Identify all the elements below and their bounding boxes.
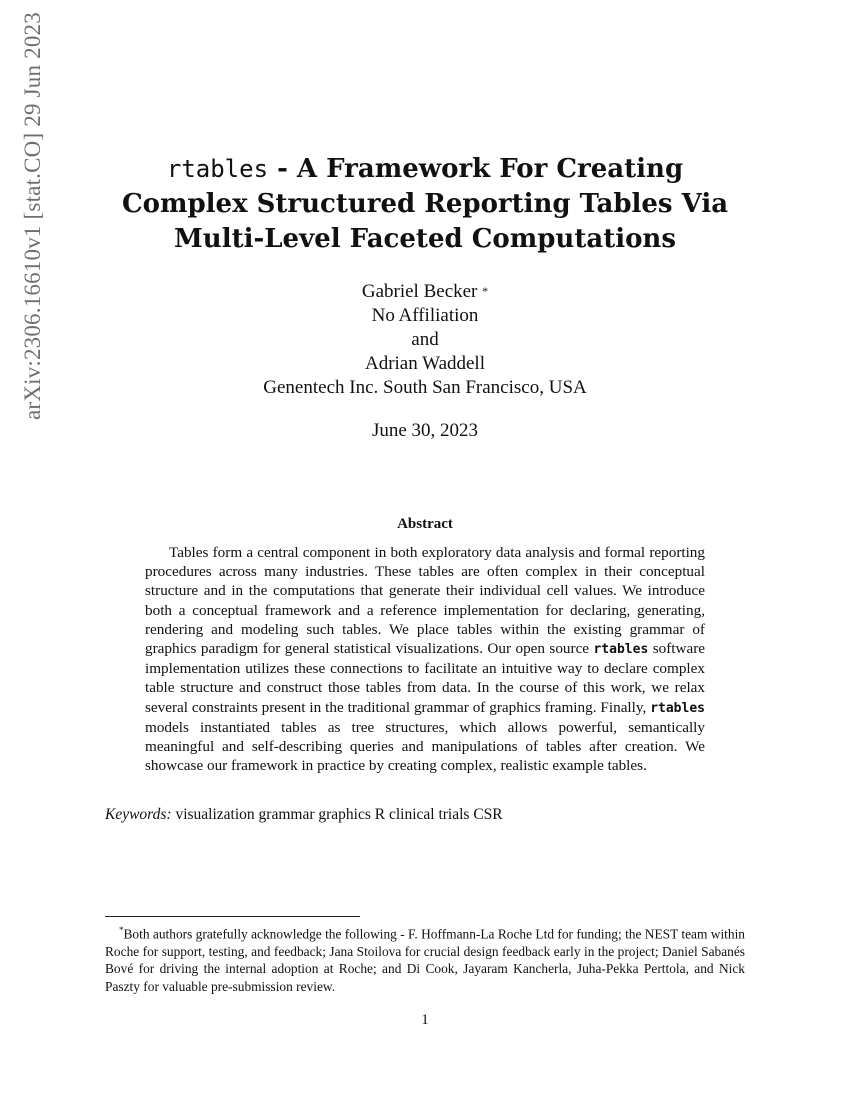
arxiv-stamp[interactable]: arXiv:2306.16610v1 [stat.CO] 29 Jun 2023 bbox=[20, 12, 45, 420]
title-line-1-rest: - A Framework For Creating bbox=[268, 154, 684, 184]
footnote-rule bbox=[105, 916, 360, 917]
page-number: 1 bbox=[421, 1012, 429, 1028]
keywords-text: visualization grammar graphics R clinical trials CSR bbox=[171, 806, 503, 823]
author-conjunction: and bbox=[411, 329, 439, 350]
abstract-text-2: software implementation utilizes these connections to facilitate an intuitive way to declare complex table structure and construct those tables from data. In the course of this work, we relax several constraints present in the traditional grammar of graphics framing. Finally, bbox=[145, 640, 705, 716]
keywords bbox=[105, 806, 745, 824]
footnote-mark: * bbox=[119, 925, 124, 935]
author-1-affiliation: No Affiliation bbox=[371, 305, 479, 326]
author-block bbox=[0, 280, 850, 400]
footnote bbox=[105, 922, 745, 995]
keywords-label: Keywords: bbox=[105, 806, 172, 823]
abstract-heading: Abstract bbox=[397, 516, 453, 532]
abstract-text-1: Tables form a central component in both exploratory data analysis and formal reporting procedures across many industries. These tables are often complex in their conceptual structure and in the computations that generate their individual cell values. We introduce both a conceptual framework and a reference implementation for declaring, generating, rendering and modeling such tables. We place tables within the existing grammar of graphics paradigm for general statistical visualizations. Our open source bbox=[145, 544, 705, 658]
abstract-code-1: rtables bbox=[593, 642, 649, 658]
author-2-name: Adrian Waddell bbox=[364, 353, 485, 374]
author-1-footnote-mark[interactable]: * bbox=[482, 284, 489, 298]
title-line-1 bbox=[95, 152, 755, 187]
title-line-2: Complex Structured Reporting Tables Via bbox=[121, 189, 729, 219]
abstract-text-3: models instantiated tables as tree structures, which allows powerful, semantically meaningful and self-describing queries and manipulations of tables after creation. We showcase our framework in practice by creating complex, realistic example tables. bbox=[145, 718, 705, 775]
author-1-name: Gabriel Becker bbox=[361, 281, 478, 302]
author-1-line bbox=[0, 280, 850, 304]
footnote-text: Both authors gratefully acknowledge the following - F. Hoffmann-La Roche Ltd for funding; the NEST team within Roche for support, testing, and feedback; Jana Stoilova for crucial design feedback early in the project; Daniel Sabanés Bové for driving the internal adoption at Roche; and Di Cook, Jayaram Kancherla, Juha-Pekka Perttola, and Nick Paszty for valuable pre-submission review. bbox=[105, 926, 745, 994]
abstract-code-2: rtables bbox=[650, 700, 705, 716]
paper-date: June 30, 2023 bbox=[371, 420, 479, 441]
author-2-affiliation: Genentech Inc. South San Francisco, USA bbox=[263, 377, 587, 398]
abstract-body bbox=[145, 543, 705, 775]
title-line-3: Multi-Level Faceted Computations bbox=[174, 224, 676, 254]
title-code-name: rtables bbox=[166, 155, 269, 183]
paper-title bbox=[95, 152, 755, 257]
